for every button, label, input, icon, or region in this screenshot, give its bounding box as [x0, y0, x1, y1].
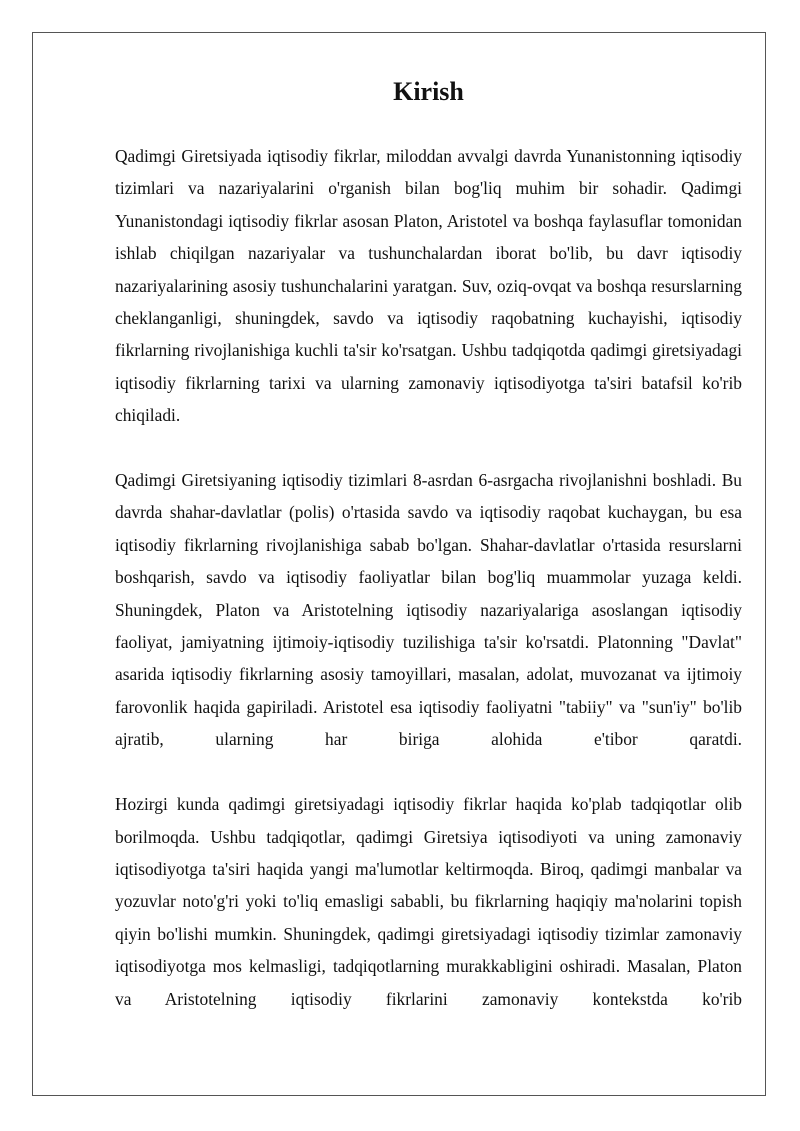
document-body: [115, 74, 742, 1015]
document-title: Kirish: [393, 77, 464, 106]
paragraph-3: Hozirgi kunda qadimgi giretsiyadagi iqtisodiy fikrlar haqida ko'plab tadqiqotlar olib borilmoqda. Ushbu tadqiqotlar, qadimgi Giretsiya iqtisodiyoti va uning zamonaviy iqtisodiyotga ta'siri haqida yangi ma'lumotlar keltirmoqda. Biroq, qadimgi manbalar va yozuvlar noto'g'ri yoki to'liq emasligi sababli, bu fikrlarning haqiqiy ma'nolarini topish qiyin bo'lishi mumkin. Shuningdek, qadimgi giretsiyadagi iqtisodiy tizimlar zamonaviy iqtisodiyotga mos kelmasligi, tadqiqotlarning murakkabligini oshiradi. Masalan, Platon va Aristotelning iqtisodiy fikrlarini zamonaviy kontekstda ko'rib: [115, 794, 742, 1009]
paragraph-2: Qadimgi Giretsiyaning iqtisodiy tizimlari 8-asrdan 6-asrgacha rivojlanishni boshladi. Bu davrda shahar-davlatlar (polis) o'rtasida savdo va iqtisodiy raqobat kuchaygan, bu esa iqtisodiy fikrlarning rivojlanishiga sabab bo'lgan. Shahar-davlatlar o'rtasida resurslarni boshqarish, savdo va iqtisodiy faoliyatlar bilan bog'liq muammolar yuzaga keldi. Shuningdek, Platon va Aristotelning iqtisodiy nazariyalariga asoslangan iqtisodiy faoliyat, jamiyatning ijtimoiy-iqtisodiy tuzilishiga ta'sir ko'rsatdi. Platonning "Davlat" asarida iqtisodiy fikrlarning asosiy tamoyillari, masalan, adolat, muvozanat va ijtimoiy farovonlik haqida gapiriladi. Aristotel esa iqtisodiy faoliyatni "tabiiy" va "sun'iy" bo'lib ajratib, ularning har biriga alohida e'tibor qaratdi.: [115, 470, 742, 750]
paragraph-1: Qadimgi Giretsiyada iqtisodiy fikrlar, miloddan avvalgi davrda Yunanistonning iqtisodiy tizimlari va nazariyalarini o'rganish bilan bog'liq muhim bir sohadir. Qadimgi Yunanistondagi iqtisodiy fikrlar asosan Platon, Aristotel va boshqa faylasuflar tomonidan ishlab chiqilgan nazariyalar va tushunchalardan iborat bo'lib, bu davr iqtisodiy nazariyalarining asosiy tushunchalarini yaratgan. Suv, oziq-ovqat va boshqa resurslarning cheklanganligi, shuningdek, savdo va iqtisodiy raqobatning kuchayishi, iqtisodiy fikrlarning rivojlanishiga kuchli ta'sir ko'rsatgan. Ushbu tadqiqotda qadimgi giretsiyadagi iqtisodiy fikrlarning tarixi va ularning zamonaviy iqtisodiyotga ta'siri batafsil ko'rib chiqiladi.: [115, 146, 742, 426]
